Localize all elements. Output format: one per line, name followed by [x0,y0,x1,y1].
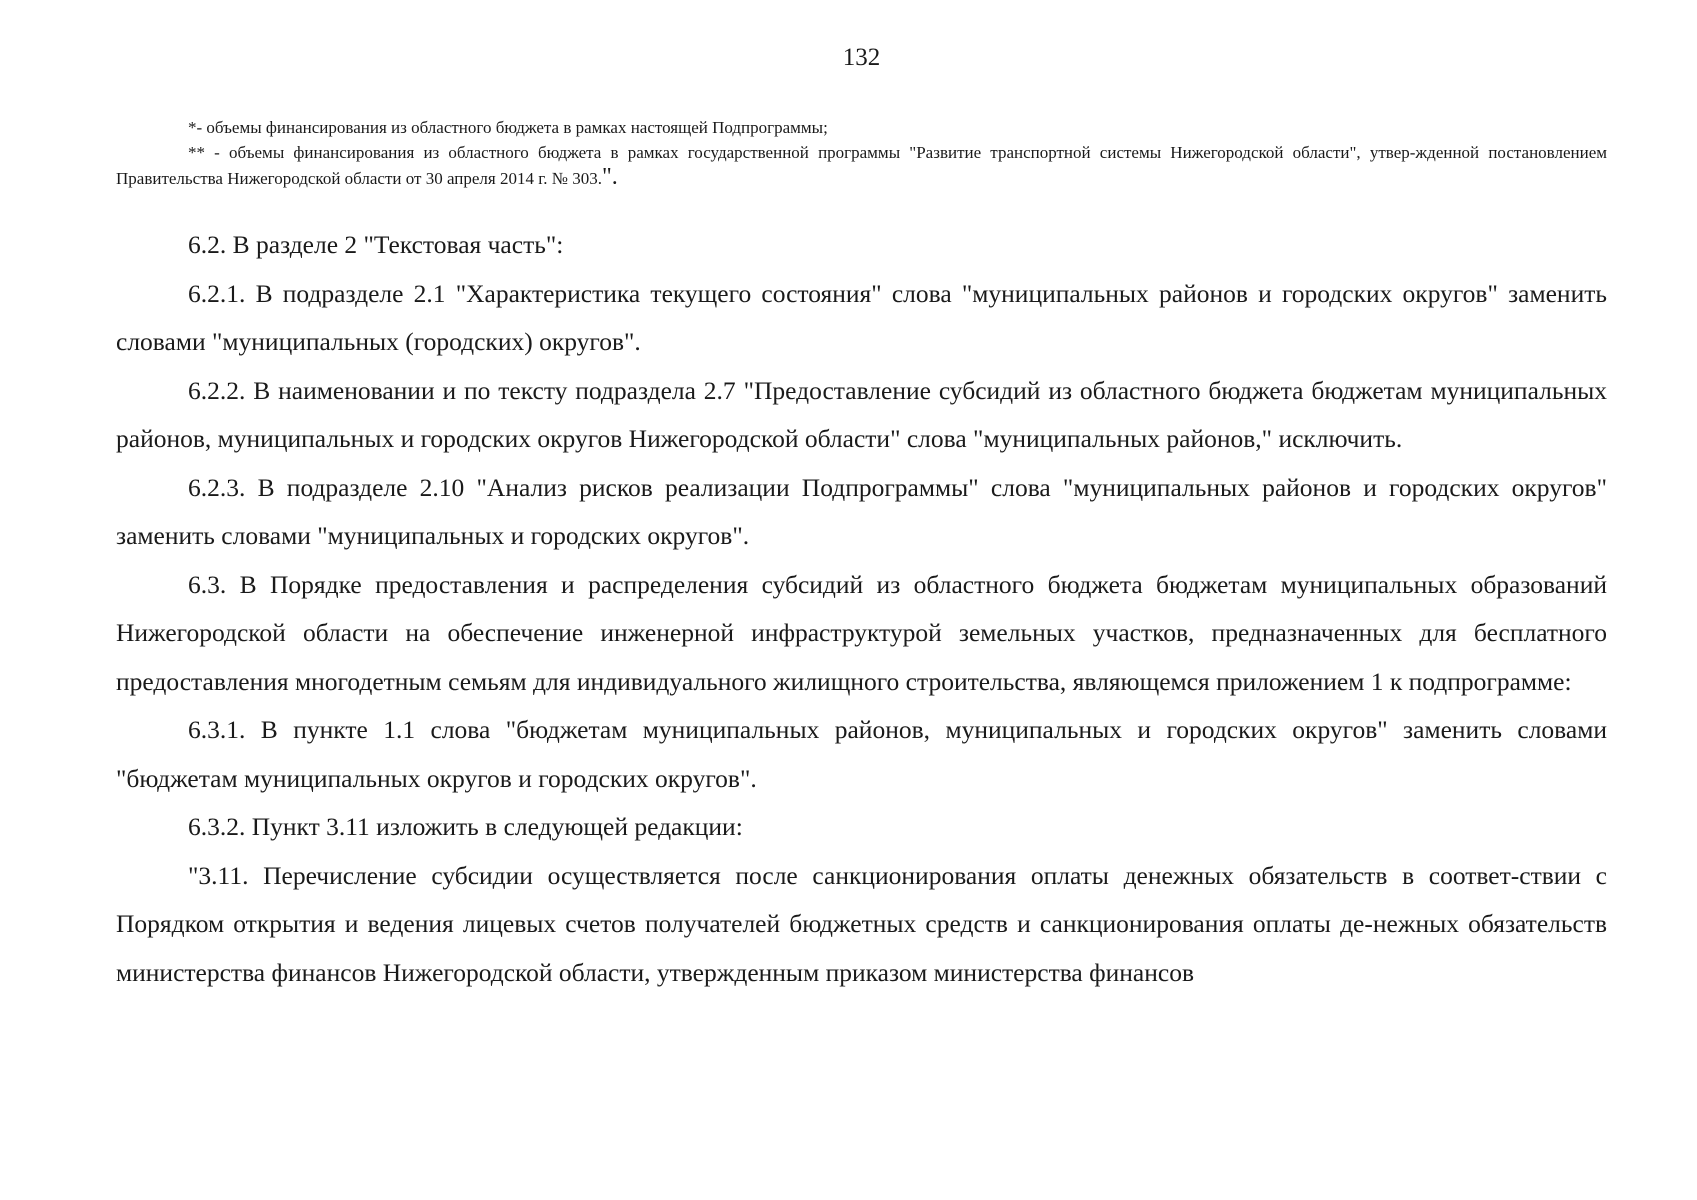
footnotes [116,115,1607,191]
paragraph-6-2-3: 6.2.3. В подразделе 2.10 "Анализ рисков реализации Подпрограммы" слова "муниципальных районов и городских округов" заменить словами "муниципальных и городских округов". [116,472,1607,550]
paragraph-3-11-quote: "3.11. Перечисление субсидии осуществляется после санкционирования оплаты денежных обязательств в соответ-ствии с Порядком открытия и ведения лицевых счетов получателей бюджетных средств и санкционирования оплаты де-нежных обязательств министерства финансов Нижегородской области, утвержденным приказом министерства финансов [116,860,1607,987]
paragraph-6-3: 6.3. В Порядке предоставления и распределения субсидий из областного бюджета бюджетам муниципальных образований Нижегородской области на обеспечение инженерной инфраструктурой земельных участков, предназначенных для бесплатного предоставления многодетным семьям для индивидуального жилищного строительства, являющемся приложением 1 к подпрограмме: [116,569,1607,696]
footnote-single-asterisk: *- объемы финансирования из областного бюджета в рамках настоящей Подпрограммы; [188,118,828,137]
paragraph-6-2: 6.2. В разделе 2 "Текстовая часть": [188,230,564,259]
paragraph-6-2-1: 6.2.1. В подразделе 2.1 "Характеристика текущего состояния" слова "муниципальных районов и городских округов" заменить словами "муниципальных (городских) округов". [116,278,1607,356]
footnote-double-asterisk-text: ** - объемы финансирования из областного бюджета в рамках государственной программы "Развитие транспортной системы Нижегородской области", утвер-жденной постановлением Правительства Нижегородской области от 30 апреля 2014 г. № 303. [116,143,1607,188]
paragraph-6-3-2: 6.3.2. Пункт 3.11 изложить в следующей редакции: [188,812,743,841]
paragraph-6-3-1: 6.3.1. В пункте 1.1 слова "бюджетам муниципальных районов, муниципальных и городских округов" заменить словами "бюджетам муниципальных округов и городских округов". [116,715,1607,793]
document-body [116,221,1607,997]
footnote-double-asterisk [116,140,1607,191]
footnote-closing-mark: ". [602,164,618,190]
paragraph-6-2-2: 6.2.2. В наименовании и по тексту подраздела 2.7 "Предоставление субсидий из областного бюджета бюджетам муниципальных районов, муниципальных и городских округов Нижегородской области" слова "муниципальных районов," исключить. [116,375,1607,453]
page-number: 132 [842,44,881,71]
